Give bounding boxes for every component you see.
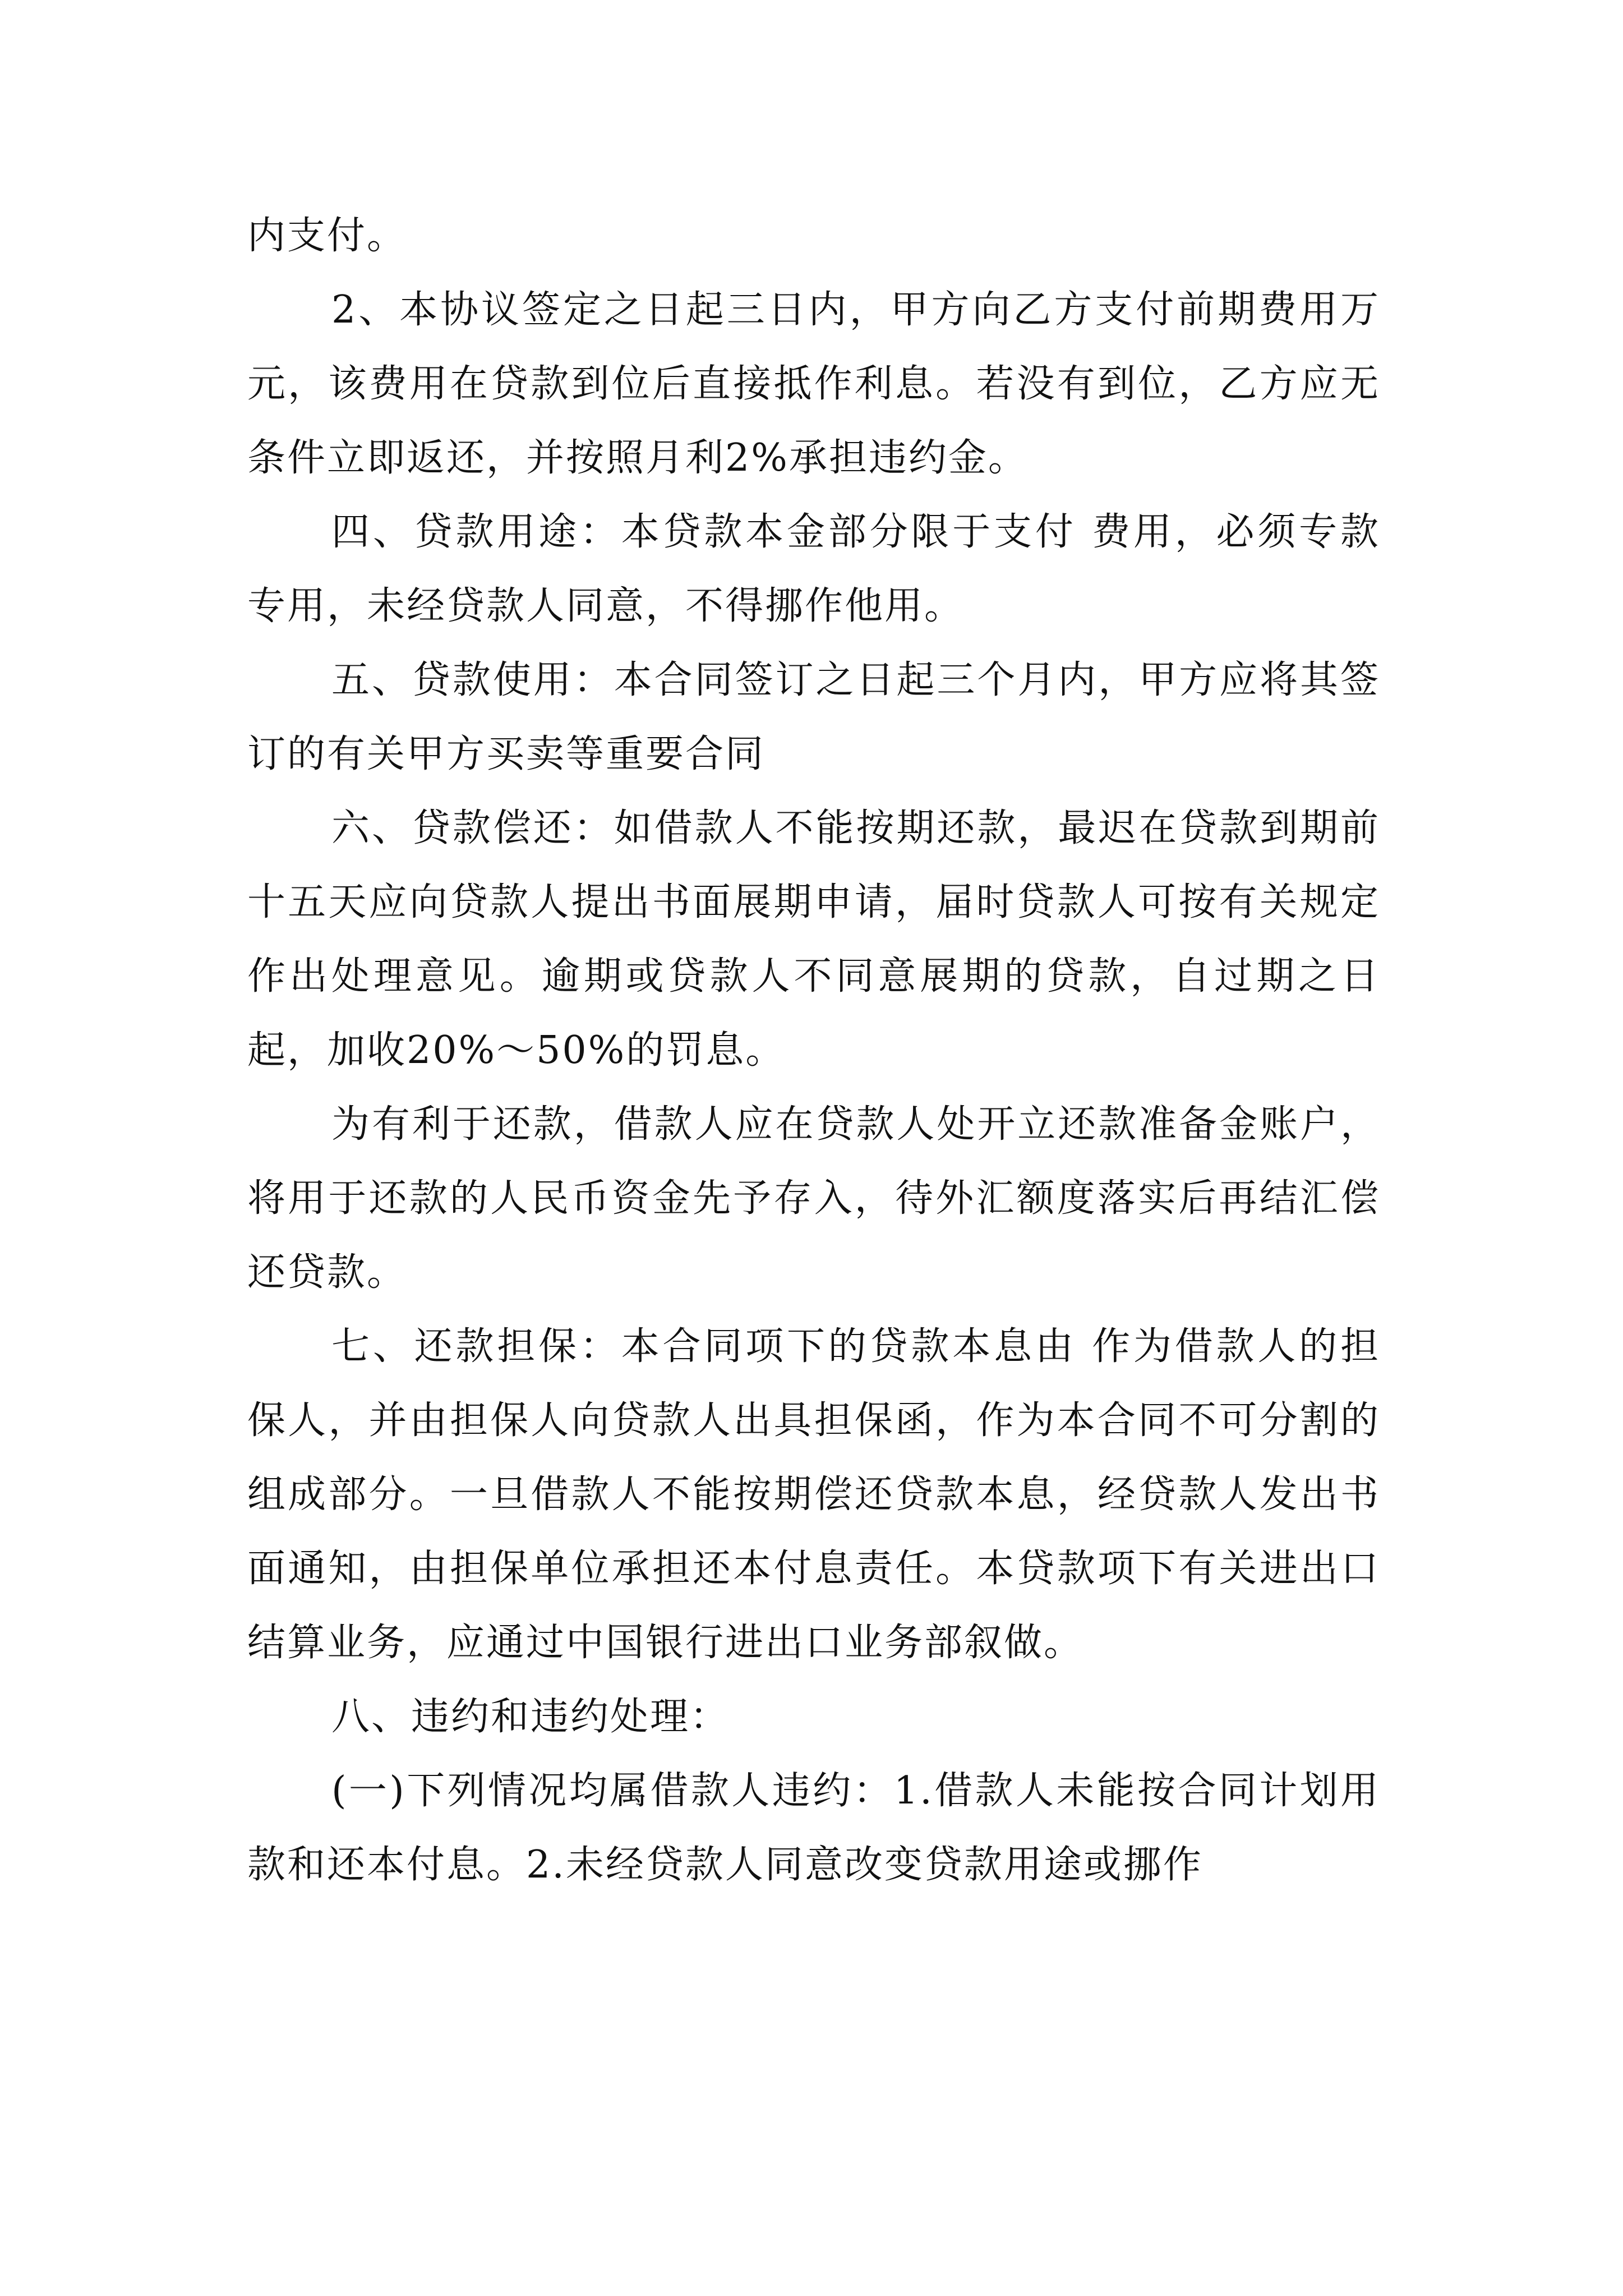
document-body (247, 199, 1380, 1902)
paragraph-default-heading: 八、违约和违约处理： (331, 1695, 730, 1739)
paragraph-fee-clause: 2、本协议签定之日起三日内，甲方向乙方支付前期费用万元，该费用在贷款到位后直接抵作利息。若没有到位，乙方应无条件立即返还，并按照月利2%承担违约金。 (247, 288, 1380, 480)
paragraph-default-cases: (一)下列情况均属借款人违约：1.借款人未能按合同计划用款和还本付息。2.未经贷款人同意改变贷款用途或挪作 (247, 1769, 1380, 1887)
paragraph-continuation: 内支付。 (247, 214, 407, 258)
paragraph-loan-purpose: 四、贷款用途：本贷款本金部分限于支付 费用，必须专款专用，未经贷款人同意，不得挪作他用。 (247, 510, 1380, 628)
paragraph-loan-usage: 五、贷款使用：本合同签订之日起三个月内，甲方应将其签订的有关甲方买卖等重要合同 (247, 658, 1380, 776)
paragraph-repayment-guarantee: 七、还款担保：本合同项下的贷款本息由 作为借款人的担保人，并由担保人向贷款人出具担保函，作为本合同不可分割的组成部分。一旦借款人不能按期偿还贷款本息，经贷款人发出书面通知，由担保单位承担还本付息责任。本贷款项下有关进出口结算业务，应通过中国银行进出口业务部叙做。 (247, 1324, 1380, 1665)
paragraph-loan-repayment: 六、贷款偿还：如借款人不能按期还款，最迟在贷款到期前十五天应向贷款人提出书面展期申请，届时贷款人可按有关规定作出处理意见。逾期或贷款人不同意展期的贷款，自过期之日起，加收20%～50%的罚息。 (247, 806, 1380, 1073)
paragraph-reserve-account: 为有利于还款，借款人应在贷款人处开立还款准备金账户，将用于还款的人民币资金先予存入，待外汇额度落实后再结汇偿还贷款。 (247, 1102, 1380, 1295)
